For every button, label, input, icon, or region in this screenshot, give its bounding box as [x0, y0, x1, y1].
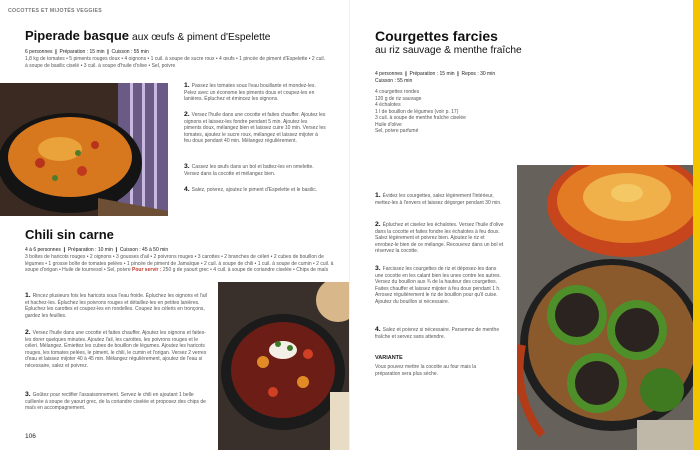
step-text: Farcissez les courgettes de riz et déposez-les dans une cocotte en les calant bien les unes contre les autres. Versez du bouillon aux ¾ de la hauteur des courgettes. Faites chauffer et laissez mijoter à feu doux pendant 1 h. Arrosez régulièrement le riz de bouillon pour qu'il cuise. Ajoutez du bouillon si nécessaire. [375, 266, 501, 305]
courgettes-step-2 [375, 222, 505, 255]
ingredient-item: 120 g de riz sauvage [375, 95, 422, 102]
courgettes-meta-1: 4 personnes ❙ Préparation : 15 min ❙ Repos : 30 min [375, 71, 496, 77]
piperade-title-main: Piperade basque [25, 28, 130, 43]
step-number: 3. [184, 163, 190, 170]
ingredient-item: Huile d'olive [375, 121, 402, 128]
step-number: 4. [375, 326, 381, 333]
step-text: Épluchez et ciselez les échalotes. Versez l'huile d'olive dans la cocotte et faites fondre les échalotes à feu doux. Salez légèrement et poivrez bien. Ajoutez le riz et enrobez-le bien de ce mélange. Recouvrez dans un bol et réservez la cocotte. [375, 222, 504, 254]
piperade-step-4 [184, 187, 326, 194]
courgettes-photo [517, 165, 693, 450]
step-text: Évidez les courgettes, salez légèrement l'intérieur, mettez-les à l'envers et laissez dégorger pendant 30 min. [375, 193, 502, 206]
chili-step-3 [25, 392, 210, 412]
step-number: 1. [25, 292, 31, 299]
courgettes-step-1 [375, 193, 505, 206]
step-text: Salez et poivrez si nécessaire. Parsemez de menthe fraîche et servez sans attendre. [375, 327, 500, 340]
step-number: 2. [375, 221, 381, 228]
piperade-step-1 [184, 83, 326, 103]
courgettes-step-4 [375, 327, 505, 340]
step-text: Versez l'huile dans une cocotte et faites chauffer. Ajoutez les oignons et laissez-les fondre pendant 5 min. Ajoutez les piments doux, mélangez bien et laissez cuire 10 min. Versez les tomates, ajoutez le sucre roux, mélangez et laissez mijoter à feu doux pendant 40 min. Mélangez régulièrement. [184, 112, 326, 144]
piperade-step-2 [184, 112, 326, 145]
step-text: Cassez les œufs dans un bol et battez-les en omelette. Versez dans la cocotte et mélangez bien. [184, 164, 314, 177]
chili-title: Chili sin carne [25, 227, 114, 242]
chili-step-1 [25, 293, 210, 319]
piperade-step-3 [184, 164, 326, 177]
piperade-pot-illustration [0, 83, 168, 216]
courgettes-meta-2: Cuisson : 55 min [375, 78, 413, 84]
chili-step-2 [25, 330, 210, 369]
step-text: Goûtez pour rectifier l'assaisonnement. Servez le chili en ajoutant 1 belle cuillerée à soupe de yaourt grec, de la coriandre ciselée et proposez des chips de maïs en accompagnement. [25, 392, 206, 411]
courgettes-subtitle: au riz sauvage & menthe fraîche [375, 45, 522, 56]
step-text: Salez, poivrez, ajoutez le piment d'Espelette et le basilic. [191, 187, 318, 193]
ingredient-item: 4 échalotes [375, 102, 401, 108]
step-text: Passez les tomates sous l'eau bouillante et mondez-les. Pelez avec un économe les piments doux et coupez-les en lanières. Épluchez et émincez les oignons. [184, 83, 316, 102]
variant-title: VARIANTE [375, 355, 403, 361]
chili-ingredients [25, 254, 340, 274]
chili-pot-illustration [218, 282, 350, 450]
step-number: 1. [184, 82, 190, 89]
courgettes-step-3 [375, 266, 505, 305]
chili-ingredient-list: 3 boîtes de haricots rouges • 2 oignons • 3 gousses d'ail • 2 poivrons rouges • 3 carottes • 2 branches de céleri • 2 cubes de bouillon de légumes • 1 grosse boîte de tomates pelées • 1 pincée de piment de Jamaïque • 2 cuil. à soupe de chili • 1 cuil. à soupe de cumin • 2 cuil. à soupe d'origan • Huile de tournesol • Sel, poivre [25, 254, 334, 273]
piperade-photo [0, 83, 168, 216]
ingredient-item: 4 courgettes rondes [375, 89, 420, 95]
chili-serving: 250 g de yaourt grec • 4 cuil. à soupe de coriandre ciselée • Chips de maïs [162, 267, 329, 273]
step-number: 3. [375, 265, 381, 272]
page-edge-accent [693, 0, 700, 450]
right-page [350, 0, 700, 450]
ingredient-item: 3 cuil. à soupe de menthe fraîche ciselée [375, 115, 466, 121]
courgettes-title: Courgettes farcies [375, 28, 498, 44]
ingredient-item: 1 l de bouillon de légumes (voir p. 17) [375, 108, 459, 115]
step-text: Rincez plusieurs fois les haricots sous l'eau froide. Épluchez les oignons et l'ail et hachez-les. Épluchez les poivrons rouges et détaillez-les en petites lanières. Épluchez les carottes et coupez-les en rondelles. Coupez les céleris en tronçons, gardez les feuilles. [25, 293, 207, 319]
chili-photo [218, 282, 350, 450]
variant-text: Vous pouvez mettre la cocotte au four mais la préparation sera plus sèche. [375, 364, 477, 377]
step-number: 1. [375, 192, 381, 199]
courgettes-pot-illustration [517, 165, 693, 450]
page-number: 106 [25, 433, 36, 440]
piperade-subtitle: aux œufs & piment d'Espelette [132, 32, 271, 43]
chili-meta: 4 à 6 personnes ❙ Préparation : 10 min ❙ Cuisson : 45 à 50 min [25, 247, 169, 253]
running-head: COCOTTES ET MIJOTÉS VEGGIES [8, 8, 102, 14]
courgettes-ingredients [375, 89, 525, 135]
step-number: 2. [25, 329, 31, 336]
step-number: 2. [184, 111, 190, 118]
ingredient-item: Sel, poivre parfumé [375, 128, 419, 134]
piperade-meta: 6 personnes ❙ Préparation : 15 min ❙ Cuisson : 55 min [25, 49, 149, 55]
step-number: 3. [25, 391, 31, 398]
piperade-title [25, 28, 270, 43]
piperade-ingredients: 1,8 kg de tomates • 5 piments rouges doux • 4 oignons • 1 cuil. à soupe de sucre roux • 4 œufs • 1 pincée de piment d'Espelette • 2 cuil. à soupe de basilic ciselé • 3 cuil. à soupe d'huile d'olive • Sel, poivre [25, 56, 325, 69]
step-number: 4. [184, 186, 190, 193]
chili-serving-label: Pour servir : [132, 267, 162, 273]
step-text: Versez l'huile dans une cocotte et faites chauffer. Ajoutez les oignons et faites-les dorer quelques minutes. Ajoutez l'ail, les carottes, les poivrons rouges et le céleri. Mélangez. Émiettez les cubes de bouillon de légumes. Ajoutez les haricots rouges, les tomates pelées, le piment, le chili, le cumin et l'origan. Versez 2 verres d'eau et laissez mijoter 40 à 45 min. Mélangez régulièrement, ajoutez de l'eau si nécessaire, salez et poivrez. [25, 330, 207, 369]
